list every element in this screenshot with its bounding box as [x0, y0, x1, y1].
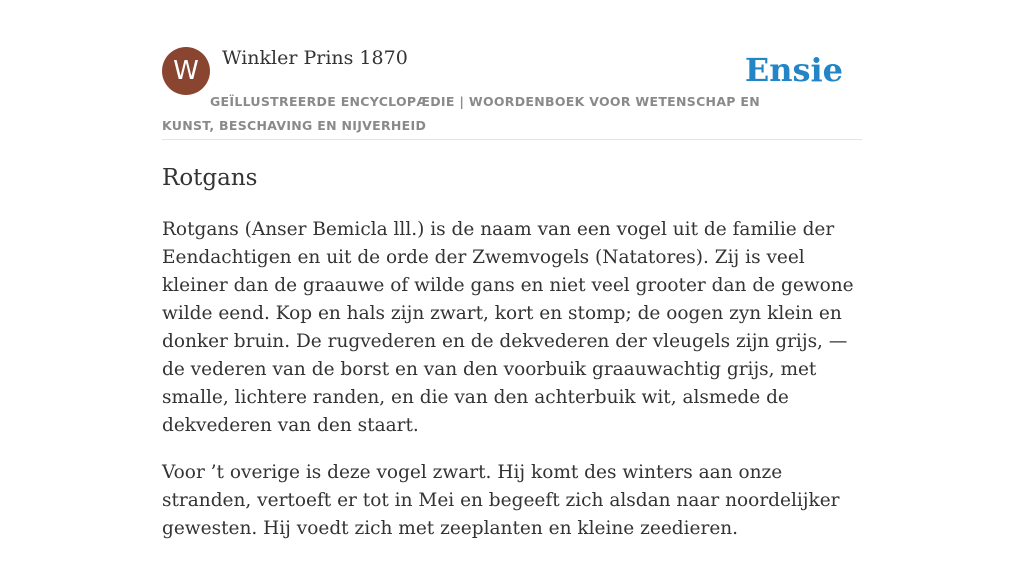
article-body [162, 216, 862, 562]
source-subtitle: GEÏLLUSTREERDE ENCYCLOPÆDIE | WOORDENBOEK VOOR WETENSCHAP EN KUNST, BESCHAVING EN NIJVERHEID [162, 94, 760, 133]
article-paragraph: Rotgans (Anser Bemicla lll.) is de naam van een vogel uit de familie der Eendachtigen en uit de orde der Zwemvogels (Natatores). Zij is veel kleiner dan de graauwe of wilde gans en niet veel grooter dan de gewone wilde eend. Kop en hals zijn zwart, kort en stomp; de oogen zyn klein en donker bruin. De rugvederen en de dekvederen der vleugels zijn grijs, — de vederen van de borst en van den voorbuik graauwachtig grijs, met smalle, lichtere randen, en die van den achterbuik wit, alsmede de dekvederen van den staart. [162, 219, 854, 436]
brand-logo[interactable]: Ensie [744, 51, 843, 89]
source-header [162, 46, 862, 140]
article-title: Rotgans [162, 165, 258, 191]
article-paragraph: Voor ’t overige is deze vogel zwart. Hij komt des winters aan onze stranden, vertoeft er tot in Mei en begeeft zich alsdan naar noordelijker gewesten. Hij voedt zich met zeeplanten en kleine zeedieren. [162, 462, 840, 539]
source-title[interactable]: Winkler Prins 1870 [222, 47, 408, 69]
source-avatar[interactable]: W [162, 47, 210, 95]
